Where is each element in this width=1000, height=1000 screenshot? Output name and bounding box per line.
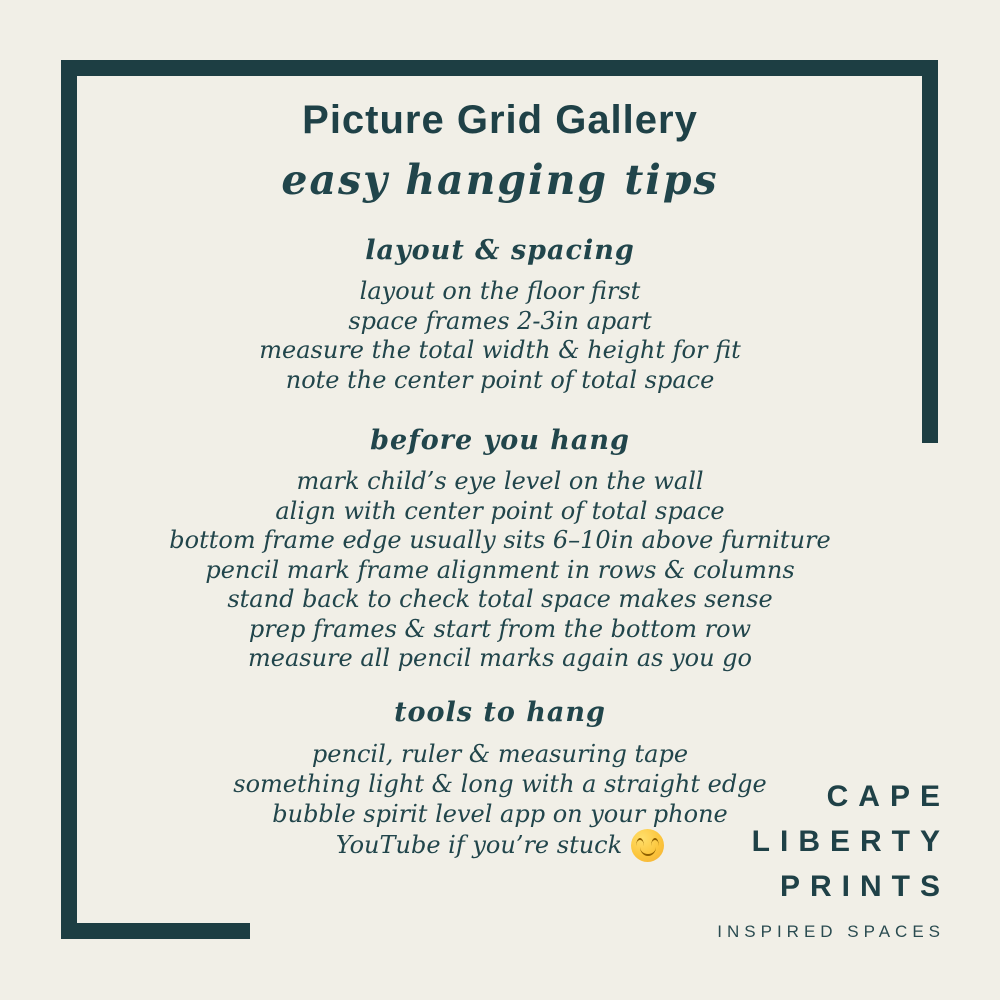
tip-line: layout on the floor first — [359, 277, 641, 305]
emoji-left-eye — [636, 838, 644, 846]
brand-block — [717, 774, 950, 942]
tip-line: align with center point of total space — [275, 496, 725, 525]
tip-line: mark child’s eye level on the wall — [296, 467, 704, 495]
brand-name-line: PRINTS — [779, 870, 950, 903]
emoji-right-eye — [651, 838, 659, 846]
tip-line-text: YouTube if you’re stuck — [335, 831, 623, 859]
brand-name-line: CAPE — [826, 780, 950, 813]
tip-line: prep frames & start from the bottom row — [248, 614, 752, 643]
tip-line: stand back to check total space makes sense — [227, 585, 773, 613]
section-before-you-hang — [0, 424, 1000, 674]
smiling-face-emoji-icon — [631, 829, 664, 862]
frame-border-top — [61, 60, 938, 76]
tip-line: note the center point of total space — [285, 365, 715, 394]
section-heading-layout-spacing: layout & spacing — [365, 235, 635, 266]
tip-line: pencil, ruler & measuring tape — [311, 740, 689, 768]
tip-line: space frames 2-3in apart — [348, 306, 652, 335]
section-heading-before-you-hang: before you hang — [370, 425, 630, 456]
tip-line: measure all pencil marks again as you go — [247, 644, 752, 672]
tip-line: bottom frame edge usually sits 6–10in above furniture — [169, 526, 831, 554]
brand-name-line: LIBERTY — [751, 825, 950, 858]
page-title: Picture Grid Gallery — [302, 98, 698, 142]
emoji-mouth — [640, 847, 656, 856]
tip-line: something light & long with a straight edge — [233, 770, 767, 798]
brand-tagline: INSPIRED SPACES — [717, 922, 945, 941]
page-subtitle: easy hanging tips — [281, 156, 719, 204]
tip-line: pencil mark frame alignment in rows & columns — [205, 555, 795, 584]
tip-line: measure the total width & height for fit — [259, 336, 741, 364]
section-heading-tools-to-hang: tools to hang — [394, 697, 606, 728]
frame-border-bottom — [61, 923, 250, 939]
section-layout-spacing — [0, 234, 1000, 395]
tip-line: bubble spirit level app on your phone — [272, 800, 728, 828]
